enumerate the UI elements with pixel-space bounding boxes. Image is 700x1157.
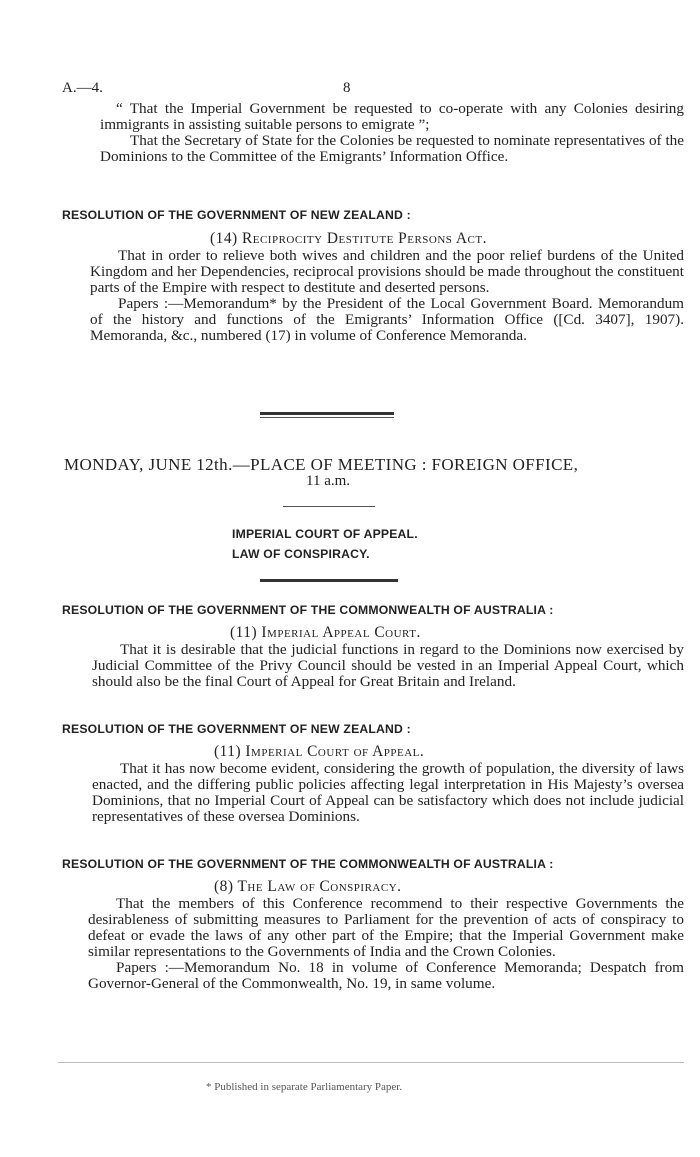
paragraph: “ That the Imperial Government be requested to co-operate with any Colonies desiring immigrants in assisting suitable persons to emigrate ”;	[100, 100, 684, 133]
page-number: 8	[343, 80, 351, 96]
paragraph: That it has now become evident, considering the growth of population, the diversity of laws enacted, and the differing public policies affecting legal interpretation in His Majesty’s oversea Dominions, that no Imperial Court of Appeal can be satisfactory which does not include judicial representatives of these oversea Dominions.	[92, 760, 684, 825]
page-reference: A.—4.	[62, 80, 103, 96]
resolution-title: (11) Imperial Appeal Court.	[230, 624, 421, 641]
resolution-body	[92, 642, 684, 690]
section-heading: RESOLUTION OF THE GOVERNMENT OF NEW ZEALAND :	[62, 208, 411, 222]
topic-heading: LAW OF CONSPIRACY.	[232, 547, 370, 561]
divider	[260, 417, 394, 418]
paragraph: That the members of this Conference recommend to their respective Governments the desirableness of submitting measures to Parliament for the prevention of acts of conspiracy to defeat or evade the laws of any other part of the Empire; that the Imperial Government make similar representations to the Governments of India and the Crown Colonies.	[88, 895, 684, 960]
divider	[260, 579, 398, 582]
paragraph: That the Secretary of State for the Colonies be requested to nominate representatives of the Dominions to the Committee of the Emigrants’ Information Office.	[100, 132, 684, 165]
resolution-body	[92, 761, 684, 825]
resolution-title: (14) Reciprocity Destitute Persons Act.	[210, 230, 487, 247]
section-heading: RESOLUTION OF THE GOVERNMENT OF NEW ZEALAND :	[62, 722, 411, 736]
resolution-title: (11) Imperial Court of Appeal.	[214, 743, 425, 760]
meeting-time: 11 a.m.	[306, 473, 351, 489]
emigration-resolution	[100, 101, 684, 165]
topic-heading: IMPERIAL COURT OF APPEAL.	[232, 527, 418, 541]
meeting-line: MONDAY, JUNE 12th.—PLACE OF MEETING : FOREIGN OFFICE,	[64, 455, 579, 474]
resolution-title: (8) The Law of Conspiracy.	[214, 878, 402, 895]
section-heading: RESOLUTION OF THE GOVERNMENT OF THE COMMONWEALTH OF AUSTRALIA :	[62, 857, 554, 871]
paragraph: Papers :—Memorandum* by the President of the Local Government Board. Memorandum of the history and functions of the Emigrants’ Information Office ([Cd. 3407], 1907). Memoranda, &c., numbered (17) in volume of Conference Memoranda.	[90, 295, 684, 344]
paragraph: That in order to relieve both wives and children and the poor relief burdens of the United Kingdom and her Dependencies, reciprocal provisions should be made throughout the constituent parts of the Empire with respect to destitute and deserted persons.	[90, 247, 684, 296]
resolution-body	[90, 248, 684, 344]
divider	[260, 412, 394, 415]
paragraph: That it is desirable that the judicial functions in regard to the Dominions now exercised by Judicial Committee of the Privy Council should be vested in an Imperial Appeal Court, which should also be the final Court of Appeal for Great Britain and Ireland.	[92, 641, 684, 690]
divider	[283, 506, 375, 507]
footnote: * Published in separate Parliamentary Paper.	[206, 1081, 403, 1093]
resolution-body	[88, 896, 684, 992]
paragraph: Papers :—Memorandum No. 18 in volume of Conference Memoranda; Despatch from Governor-General of the Commonwealth, No. 19, in same volume.	[88, 959, 684, 992]
footnote-rule	[58, 1062, 684, 1063]
section-heading: RESOLUTION OF THE GOVERNMENT OF THE COMMONWEALTH OF AUSTRALIA :	[62, 603, 554, 617]
